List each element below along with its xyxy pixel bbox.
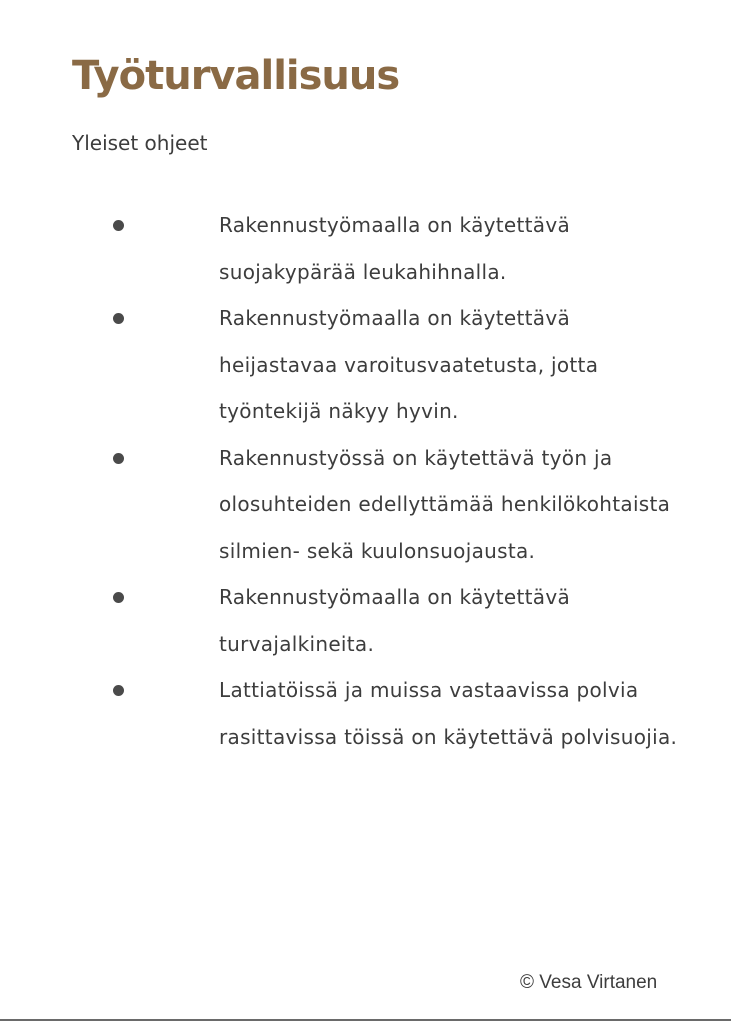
list-item-text: Rakennustyössä on käytettävä työn ja olosuhteiden edellyttämää henkilökohtaista silmien- sekä kuulonsuojausta.	[219, 445, 671, 563]
bullet-icon	[113, 313, 124, 324]
list-item-text: Lattiatöissä ja muissa vastaavissa polvia rasittavissa töissä on käytettävä polvisuojia.	[219, 678, 678, 749]
list-item	[0, 202, 679, 295]
bullet-icon	[113, 592, 124, 603]
copyright-notice: © Vesa Virtanen	[520, 972, 658, 993]
list-item-text: Rakennustyömaalla on käytettävä suojakypärää leukahihnalla.	[219, 213, 571, 284]
bullet-icon	[113, 220, 124, 231]
page-title: Työturvallisuus	[72, 53, 400, 99]
bullet-icon	[113, 453, 124, 464]
list-item	[0, 667, 679, 760]
list-item-text: Rakennustyömaalla on käytettävä heijastavaa varoitusvaatetusta, jotta työntekijä näkyy hyvin.	[219, 306, 599, 423]
safety-instructions-list	[0, 202, 731, 760]
subtitle: Yleiset ohjeet	[72, 131, 208, 155]
page-divider	[0, 1019, 731, 1021]
list-item	[0, 435, 679, 575]
list-item-text: Rakennustyömaalla on käytettävä turvajalkineita.	[219, 585, 571, 656]
list-item	[0, 574, 679, 667]
list-item	[0, 295, 679, 435]
bullet-icon	[113, 685, 124, 696]
